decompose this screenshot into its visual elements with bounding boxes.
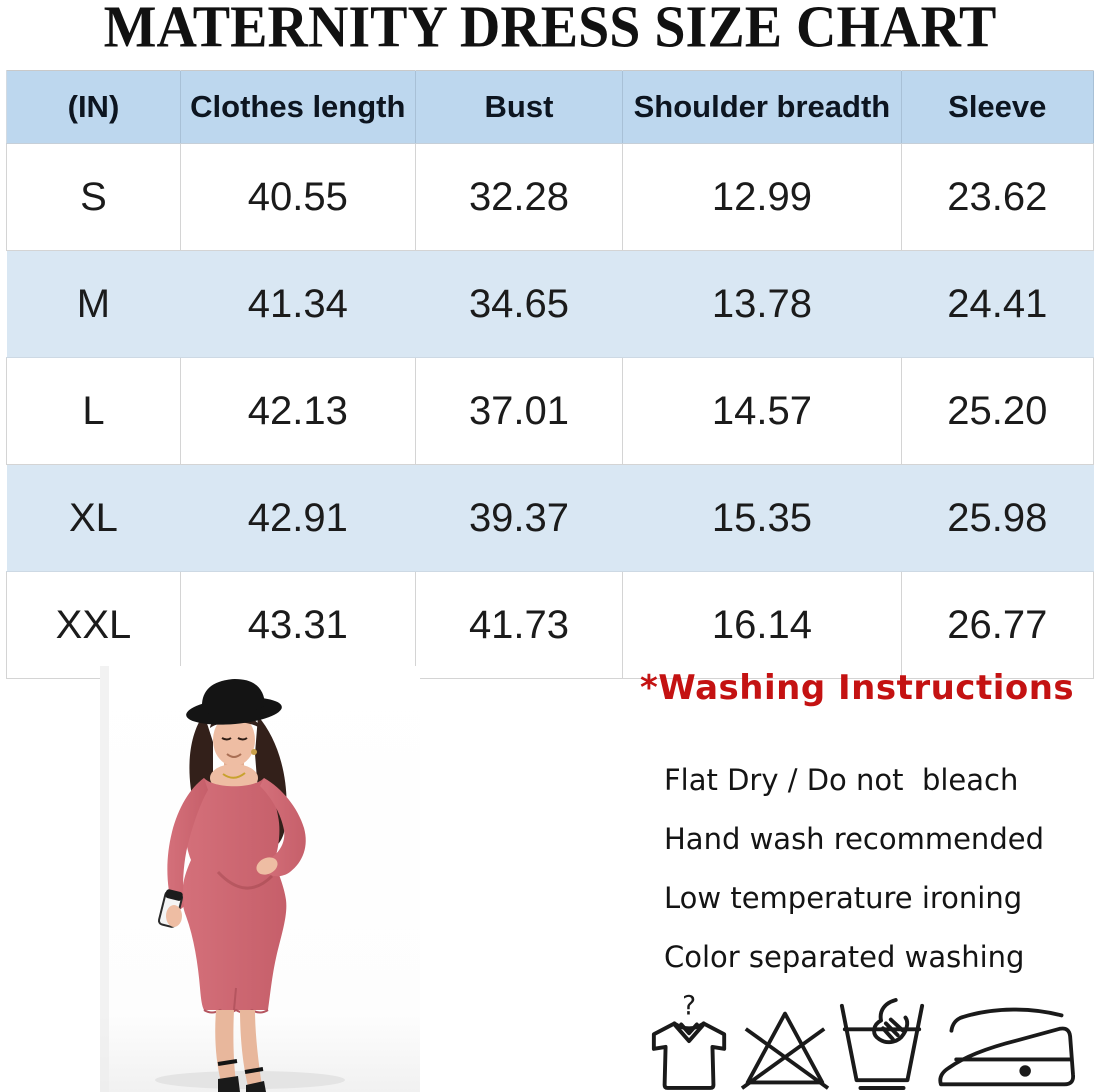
measurement-cell: 34.65 [415, 251, 623, 358]
care-instruction: Hand wash recommended [664, 821, 1044, 856]
col-header-clothes-length: Clothes length [180, 71, 415, 144]
col-header-shoulder-breadth: Shoulder breadth [623, 71, 901, 144]
measurement-cell: 41.73 [415, 572, 623, 679]
measurement-cell: 14.57 [623, 358, 901, 465]
measurement-cell: 16.14 [623, 572, 901, 679]
measurement-cell: 25.98 [901, 465, 1093, 572]
table-row [7, 465, 1094, 572]
col-header-bust: Bust [415, 71, 623, 144]
measurement-cell: 12.99 [623, 144, 901, 251]
size-chart-body [7, 144, 1094, 679]
page-title: MATERNITY DRESS SIZE CHART [103, 0, 997, 61]
table-row [7, 572, 1094, 679]
care-instruction: Flat Dry / Do not bleach [664, 762, 1019, 797]
measurement-cell: 26.77 [901, 572, 1093, 679]
left-hand [166, 905, 182, 927]
care-icons-row [648, 992, 1080, 1092]
measurement-cell: 41.34 [180, 251, 415, 358]
earring [251, 749, 257, 755]
product-photo [100, 666, 420, 1092]
table-row [7, 144, 1094, 251]
measurement-cell: 25.20 [901, 358, 1093, 465]
measurement-cell: 13.78 [623, 251, 901, 358]
table-row [7, 358, 1094, 465]
measurement-cell: 42.13 [180, 358, 415, 465]
hand-wash-icon [837, 994, 927, 1092]
washing-instructions [640, 668, 1090, 986]
size-label-cell: S [7, 144, 181, 251]
size-label-cell: XL [7, 465, 181, 572]
col-header-unit: (IN) [7, 71, 181, 144]
svg-text:?: ? [682, 994, 697, 1022]
measurement-cell: 43.31 [180, 572, 415, 679]
measurement-cell: 39.37 [415, 465, 623, 572]
flat-dry-shirt-icon [648, 994, 732, 1092]
size-label-cell: M [7, 251, 181, 358]
measurement-cell: 32.28 [415, 144, 623, 251]
size-chart-header-row [7, 71, 1094, 144]
measurement-cell: 40.55 [180, 144, 415, 251]
size-label-cell: L [7, 358, 181, 465]
col-header-sleeve: Sleeve [901, 71, 1093, 144]
size-chart [6, 70, 1094, 679]
measurement-cell: 23.62 [901, 144, 1093, 251]
table-row [7, 251, 1094, 358]
care-instruction: Color separated washing [664, 939, 1025, 974]
low-temperature-iron-icon [932, 1002, 1080, 1092]
size-label-cell: XXL [7, 572, 181, 679]
care-instruction-list [640, 750, 1090, 986]
dress-model-illustration [100, 666, 420, 1092]
measurement-cell: 42.91 [180, 465, 415, 572]
measurement-cell: 15.35 [623, 465, 901, 572]
measurement-cell: 37.01 [415, 358, 623, 465]
size-chart-table [6, 70, 1094, 679]
washing-instructions-heading: *Washing Instructions [640, 668, 1075, 708]
do-not-bleach-icon [737, 1004, 833, 1092]
care-instruction: Low temperature ironing [664, 880, 1023, 915]
measurement-cell: 24.41 [901, 251, 1093, 358]
